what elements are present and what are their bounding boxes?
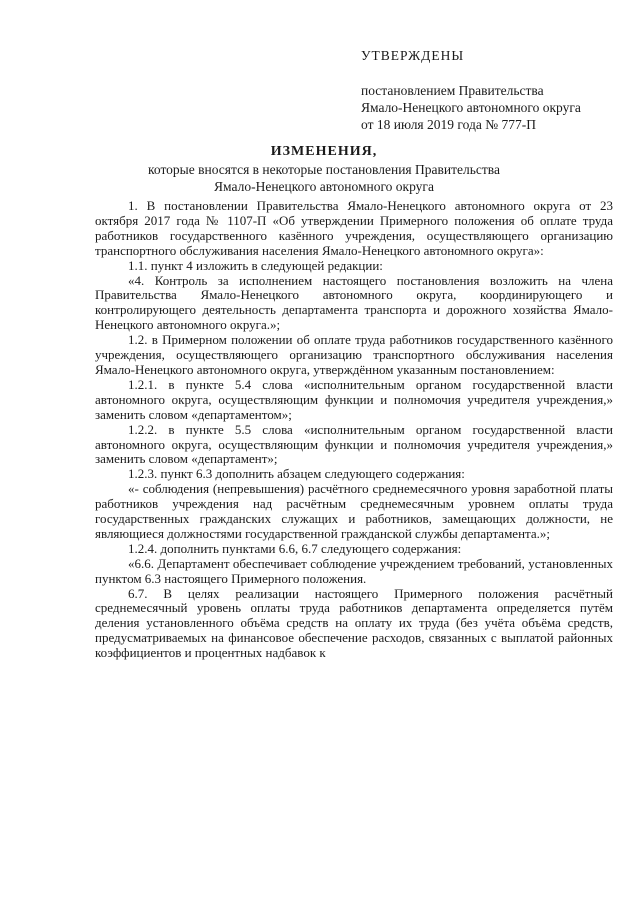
title-subtitle: Ямало-Ненецкого автономного округа xyxy=(214,179,434,194)
approval-stamp xyxy=(361,47,581,133)
paragraph: «- соблюдения (непревышения) расчётного среднемесячного уровня заработной платы работников учреждения над расчётным среднемесячным уровнем оплаты труда государственных гражданских служащих и работников, замещающих должности, не являющиеся должностями государственной гражданской службы департамента.»; xyxy=(95,481,613,541)
approval-line: от 18 июля 2019 года № 777-П xyxy=(361,117,536,132)
paragraph: 1. В постановлении Правительства Ямало-Ненецкого автономного округа от 23 октября 2017 года № 1107-П «Об утверждении Примерного положения об оплате труда работников государственного казённого учреждения, осуществляющего организацию транспортного обслуживания населения Ямало-Ненецкого автономного округа»: xyxy=(95,198,613,258)
title-main: ИЗМЕНЕНИЯ, xyxy=(270,144,378,159)
paragraph: «4. Контроль за исполнением настоящего постановления возложить на члена Правительства Ямало-Ненецкого автономного округа, координирующего и контролирующего деятельность департамента транспорта и дорожного хозяйства Ямало-Ненецкого автономного округа.»; xyxy=(95,272,613,333)
paragraph: «6.6. Департамент обеспечивает соблюдение учреждением требований, установленных пунктом 6.3 настоящего Примерного положения. xyxy=(95,555,613,586)
document-title xyxy=(60,143,588,195)
paragraph: 1.2.2. в пункте 5.5 слова «исполнительным органом государственной власти автономного округа, осуществляющим функции и полномочия учредителя учреждения,» заменить словом «департамент»; xyxy=(95,421,613,467)
paragraph: 1.2.1. в пункте 5.4 слова «исполнительным органом государственной власти автономного округа, осуществляющим функции и полномочия учредителя учреждения,» заменить словом «департаментом»; xyxy=(95,376,613,422)
paragraph: 1.2.4. дополнить пунктами 6.6, 6.7 следующего содержания: xyxy=(128,540,462,556)
title-subtitle: которые вносятся в некоторые постановления Правительства xyxy=(148,162,500,177)
paragraph: 1.2.3. пункт 6.3 дополнить абзацем следующего содержания: xyxy=(128,466,465,482)
approval-heading: УТВЕРЖДЕНЫ xyxy=(361,48,465,63)
document-body xyxy=(95,199,613,661)
approval-line: Ямало-Ненецкого автономного округа xyxy=(361,100,581,115)
paragraph: 6.7. В целях реализации настоящего Примерного положения расчётный среднемесячный уровень оплаты труда работников департамента определяется путём деления установленного объёма средств на оплату их труда (без учёта объёма средств, предусматриваемых на финансовое обеспечение расходов, связанных с выплатой районных коэффициентов и процентных надбавок к xyxy=(95,585,613,661)
paragraph: 1.2. в Примерном положении об оплате труда работников государственного казённого учреждения, осуществляющего организацию транспортного обслуживания населения Ямало-Ненецкого автономного округа, утверждённом указанным постановлением: xyxy=(95,332,613,377)
approval-line: постановлением Правительства xyxy=(361,83,544,98)
paragraph: 1.1. пункт 4 изложить в следующей редакции: xyxy=(128,257,383,273)
